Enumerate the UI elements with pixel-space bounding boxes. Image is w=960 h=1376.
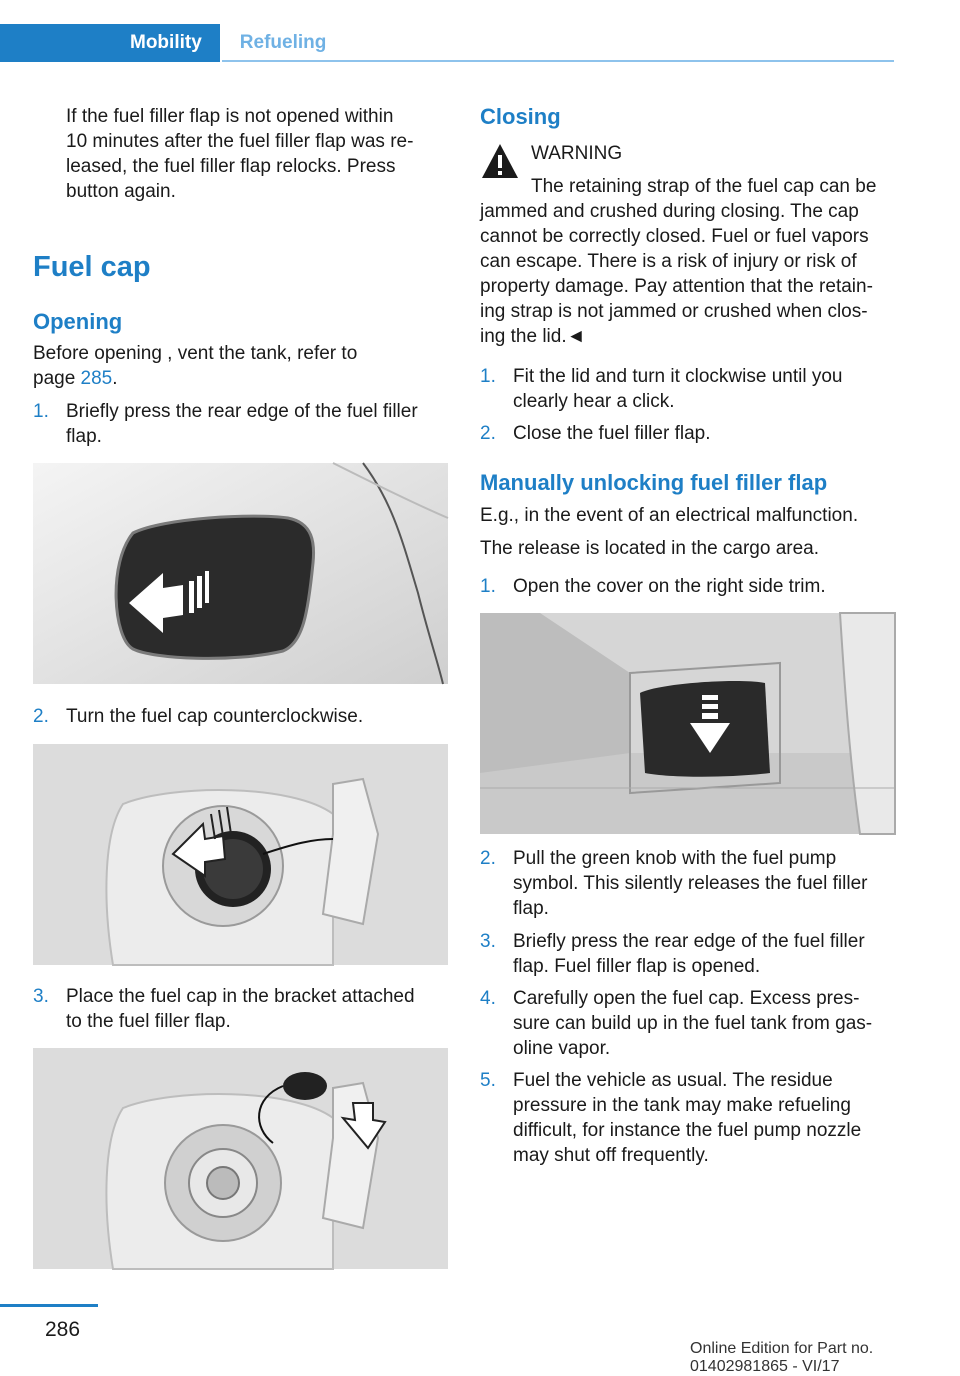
- page-number: 286: [45, 1318, 81, 1341]
- edition-text: Online Edition for Part no. 01402981865 - VI/17: [690, 1340, 874, 1375]
- step-text: Carefully open the fuel cap. Excess pres-: [513, 988, 860, 1009]
- warning-icon: [480, 141, 520, 181]
- step-number: 2.: [480, 423, 496, 444]
- cargo-cover-illustration: [480, 613, 895, 834]
- step-text: Open the cover on the right side trim.: [513, 576, 826, 597]
- step-number: 2.: [480, 848, 496, 869]
- warning-text: The retaining strap of the fuel cap can be: [531, 176, 877, 197]
- turn-fuel-cap-image: [33, 744, 448, 965]
- intro-line: button again.: [66, 181, 176, 202]
- tab-refueling[interactable]: Refueling: [239, 32, 327, 53]
- fuel-filler-flap-illustration: [33, 463, 448, 684]
- step-number: 2.: [33, 706, 49, 727]
- warning-text: cannot be correctly closed. Fuel or fuel vapors: [480, 226, 869, 247]
- step-number: 1.: [33, 401, 49, 422]
- manual-text: The release is located in the cargo area.: [480, 538, 820, 559]
- warning-text: can escape. There is a risk of injury or risk of: [480, 251, 857, 272]
- step-text: oline vapor.: [513, 1038, 611, 1059]
- intro-line: 10 minutes after the fuel filler flap was re-: [66, 131, 414, 152]
- opening-text-ref: [33, 366, 118, 391]
- step-text: symbol. This silently releases the fuel filler: [513, 873, 868, 894]
- step-text: flap.: [513, 898, 549, 919]
- step-number: 3.: [33, 986, 49, 1007]
- warning-text: ing strap is not jammed or crushed when clos-: [480, 301, 868, 322]
- step-number: 4.: [480, 988, 496, 1009]
- cap-in-bracket-illustration: [33, 1048, 448, 1269]
- step-number: 1.: [480, 366, 496, 387]
- step-text: Place the fuel cap in the bracket attached: [66, 986, 415, 1007]
- step-text: flap.: [66, 426, 102, 447]
- cargo-cover-image: [480, 613, 895, 834]
- warning-label: WARNING: [531, 143, 623, 164]
- step-text: pressure in the tank may make refueling: [513, 1095, 851, 1116]
- step-text: flap. Fuel filler flap is opened.: [513, 956, 761, 977]
- cap-in-bracket-image: [33, 1048, 448, 1269]
- section-title: Fuel cap: [33, 251, 151, 283]
- closing-title: Closing: [480, 104, 561, 129]
- opening-text: Before opening , vent the tank, refer to: [33, 343, 358, 364]
- fuel-filler-flap-image: [33, 463, 448, 684]
- turn-fuel-cap-illustration: [33, 744, 448, 965]
- step-text: Pull the green knob with the fuel pump: [513, 848, 837, 869]
- opening-title: Opening: [33, 309, 123, 334]
- manual-unlock-title: Manually unlocking fuel filler flap: [480, 470, 828, 495]
- step-text: clearly hear a click.: [513, 391, 675, 412]
- step-number: 5.: [480, 1070, 496, 1091]
- opening-text-prefix: page: [33, 368, 81, 389]
- header-tabs: [0, 24, 346, 62]
- step-text: Fit the lid and turn it clockwise until you: [513, 366, 843, 387]
- step-text: to the fuel filler flap.: [66, 1011, 231, 1032]
- step-text: difficult, for instance the fuel pump nozzle: [513, 1120, 862, 1141]
- step-text: sure can build up in the fuel tank from gas-: [513, 1013, 873, 1034]
- step-text: Turn the fuel cap counterclockwise.: [66, 706, 364, 727]
- intro-line: If the fuel filler flap is not opened within: [66, 106, 394, 127]
- step-text: Briefly press the rear edge of the fuel filler: [66, 401, 418, 422]
- step-number: 1.: [480, 576, 496, 597]
- opening-text-suffix: .: [112, 368, 118, 389]
- step-text: may shut off frequently.: [513, 1145, 709, 1166]
- warning-text: jammed and crushed during closing. The cap: [480, 201, 859, 222]
- step-text: Close the fuel filler flap.: [513, 423, 711, 444]
- intro-line: leased, the fuel filler flap relocks. Press: [66, 156, 396, 177]
- warning-text: ing the lid.◄: [480, 326, 586, 347]
- step-text: Briefly press the rear edge of the fuel filler: [513, 931, 865, 952]
- step-number: 3.: [480, 931, 496, 952]
- tab-mobility[interactable]: Mobility: [0, 24, 220, 62]
- step-text: Fuel the vehicle as usual. The residue: [513, 1070, 833, 1091]
- manual-text: E.g., in the event of an electrical malfunction.: [480, 505, 859, 526]
- footer-accent-line: [0, 1304, 98, 1307]
- page-ref-link[interactable]: 285: [80, 368, 113, 389]
- warning-text: property damage. Pay attention that the retain-: [480, 276, 873, 297]
- header-divider: [222, 60, 894, 62]
